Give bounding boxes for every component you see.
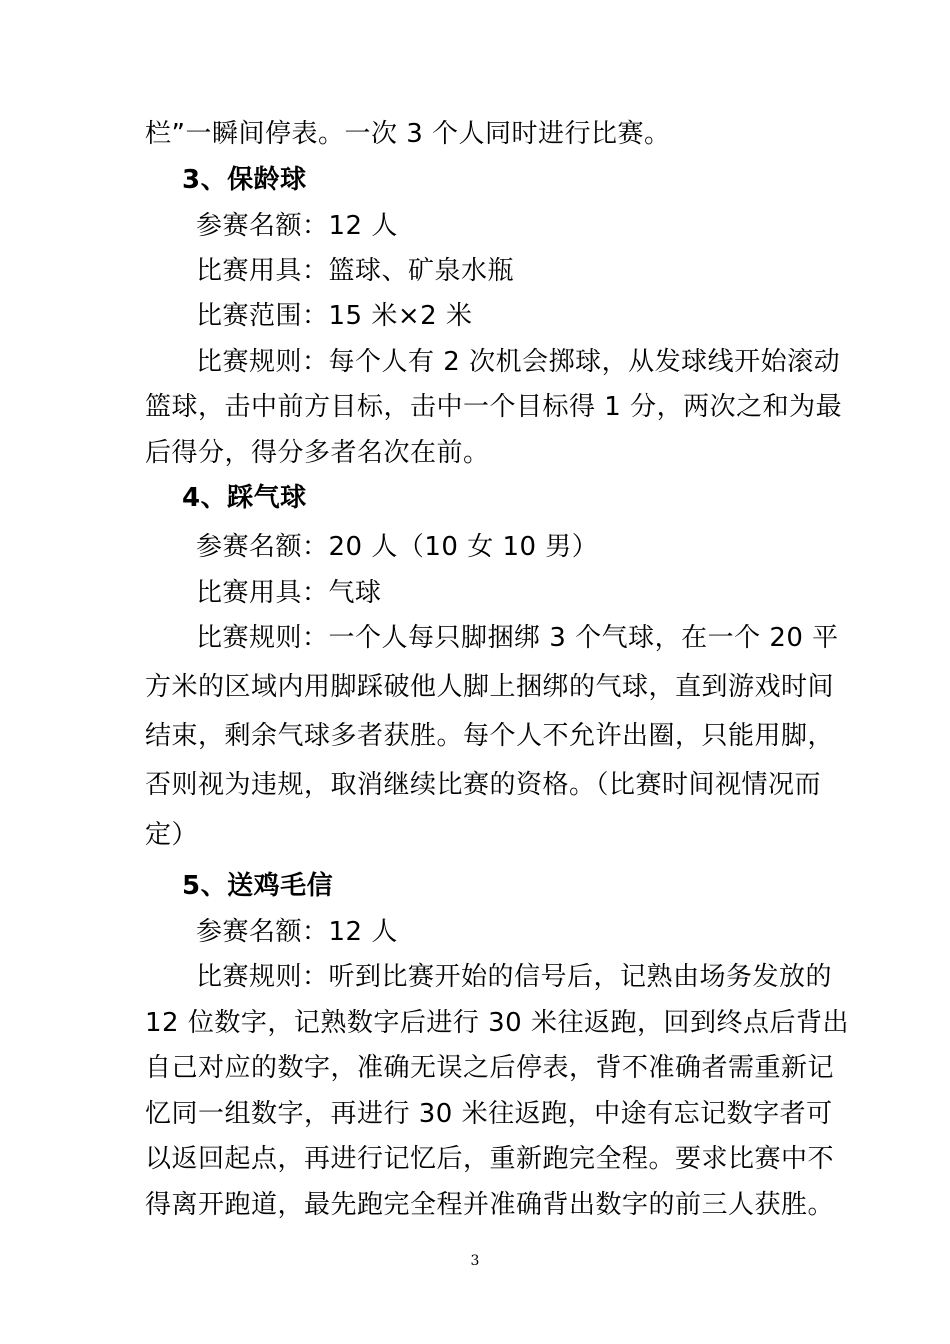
section-heading: 3、保龄球 [182, 165, 307, 195]
body-line: 自己对应的数字，准确无误之后停表，背不准确者需重新记 [145, 1053, 835, 1083]
body-line: 后得分，得分多者名次在前。 [145, 438, 490, 468]
body-line: 比赛规则：一个人每只脚捆绑 3 个气球，在一个 20 平 [196, 623, 839, 653]
section-heading: 5、送鸡毛信 [182, 871, 334, 901]
body-line: 篮球，击中前方目标，击中一个目标得 1 分，两次之和为最 [145, 392, 843, 422]
body-line: 忆同一组数字，再进行 30 米往返跑，中途有忘记数字者可 [145, 1099, 833, 1129]
section-heading: 4、踩气球 [182, 483, 307, 513]
body-line: 12 位数字，记熟数字后进行 30 米往返跑，回到终点后背出 [145, 1008, 849, 1038]
body-line: 参赛名额：20 人（10 女 10 男） [196, 532, 599, 562]
body-line: 比赛范围：15 米×2 米 [196, 301, 473, 331]
body-line: 比赛规则：听到比赛开始的信号后，记熟由场务发放的 [196, 962, 833, 992]
body-line: 结束，剩余气球多者获胜。每个人不允许出圈，只能用脚， [145, 721, 835, 751]
body-line: 定） [145, 820, 199, 850]
body-line: 参赛名额：12 人 [196, 211, 398, 241]
body-line: 参赛名额：12 人 [196, 917, 398, 947]
body-line: 得离开跑道，最先跑完全程并准确背出数字的前三人获胜。 [145, 1190, 835, 1220]
body-line: 栏”一瞬间停表。一次 3 个人同时进行比赛。 [145, 119, 671, 149]
body-line: 比赛规则：每个人有 2 次机会掷球，从发球线开始滚动 [196, 347, 841, 377]
body-line: 以返回起点，再进行记忆后，重新跑完全程。要求比赛中不 [145, 1144, 835, 1174]
page-number: 3 [470, 1253, 480, 1269]
body-line: 否则视为违规，取消继续比赛的资格。（比赛时间视情况而 [145, 770, 822, 800]
body-line: 比赛用具：篮球、矿泉水瓶 [196, 256, 515, 286]
body-line: 方米的区域内用脚踩破他人脚上捆绑的气球，直到游戏时间 [145, 672, 835, 702]
body-line: 比赛用具：气球 [196, 578, 382, 608]
